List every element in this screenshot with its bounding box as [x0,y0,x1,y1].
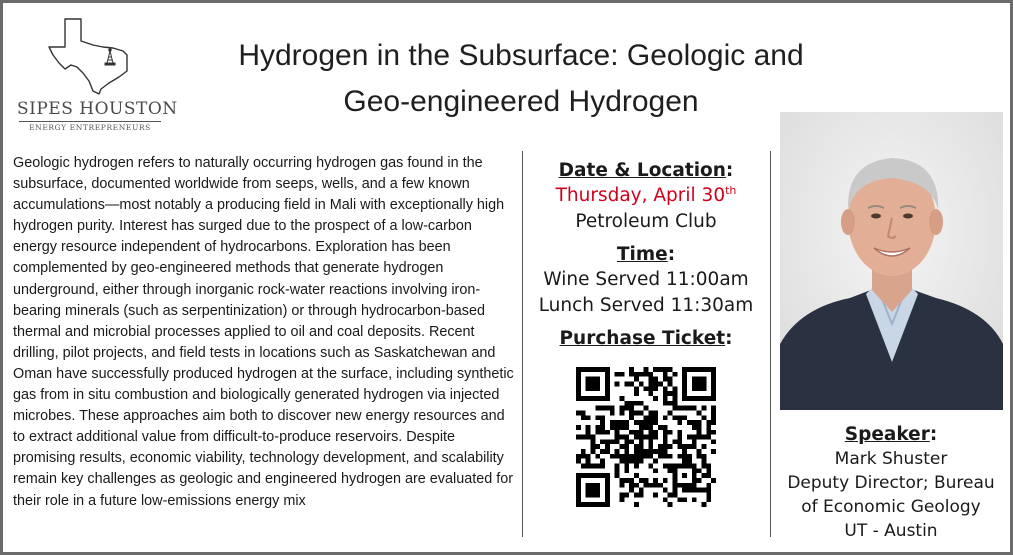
speaker-heading: Speaker: [844,424,938,445]
ticket-qr-code[interactable] [576,367,716,507]
date-location-heading: Date & Location: [558,160,734,181]
logo-divider [19,121,161,122]
event-date: Thursday, April 30th [555,183,737,206]
speaker-name: Mark Shuster [834,449,948,469]
abstract-paragraph: Geologic hydrogen refers to naturally occurring hydrogen gas found in the subsurface, documented worldwide from seeps, wells, and a few known accumulations—most notably a producing field in Mali with exceptionally high hydrogen purity. Interest has surged due to the prospect of a low-carbon energy resource independent of hydrocarbons. Exploration has been complemented by geo-engineered methods that generate hydrogen underground, either through inorganic rock-water reactions involving iron-bearing minerals (such as serpentinization) or through hydrocarbon-based thermal and microbial processes applied to oil and coal deposits. Recent drilling, pilot projects, and field tests in locations such as Saskatchewan and Oman have successfully produced hydrogen at the surface, including synthetic gas from in situ combustion and biologically generated hydrogen via injected microbes. These approaches aim both to discover new energy resources and to extract additional value from difficult-to-produce reservoirs. Despite promising results, economic viability, technology development, and scalability remain key challenges as geologic and engineered hydrogen are evaluated for their role in a future low-emissions energy mix [13,155,514,509]
column-divider-right [770,151,771,537]
wine-time: Wine Served 11:00am [543,269,749,290]
event-title [171,33,871,125]
speaker-info [775,423,1007,543]
speaker-title-2: of Economic Geology [801,497,981,517]
event-details [523,159,769,507]
title-line-2: Geo-engineered Hydrogen [343,85,699,118]
speaker-org: UT - Austin [844,521,938,541]
speaker-photo [780,112,1003,410]
qr-code-icon[interactable] [576,367,716,507]
speaker-title-1: Deputy Director; Bureau [787,473,995,493]
sipes-houston-logo [17,17,178,137]
event-location: Petroleum Club [575,211,717,232]
purchase-ticket-heading: Purchase Ticket: [559,328,733,349]
logo-tagline: ENERGY ENTREPRENEURS [29,123,151,132]
lunch-time: Lunch Served 11:30am [538,295,754,316]
texas-map-with-derrick-icon [47,17,131,95]
title-line-1: Hydrogen in the Subsurface: Geologic and [238,39,804,72]
logo-name: SIPES HOUSTON [17,99,178,119]
time-heading: Time: [616,244,676,265]
